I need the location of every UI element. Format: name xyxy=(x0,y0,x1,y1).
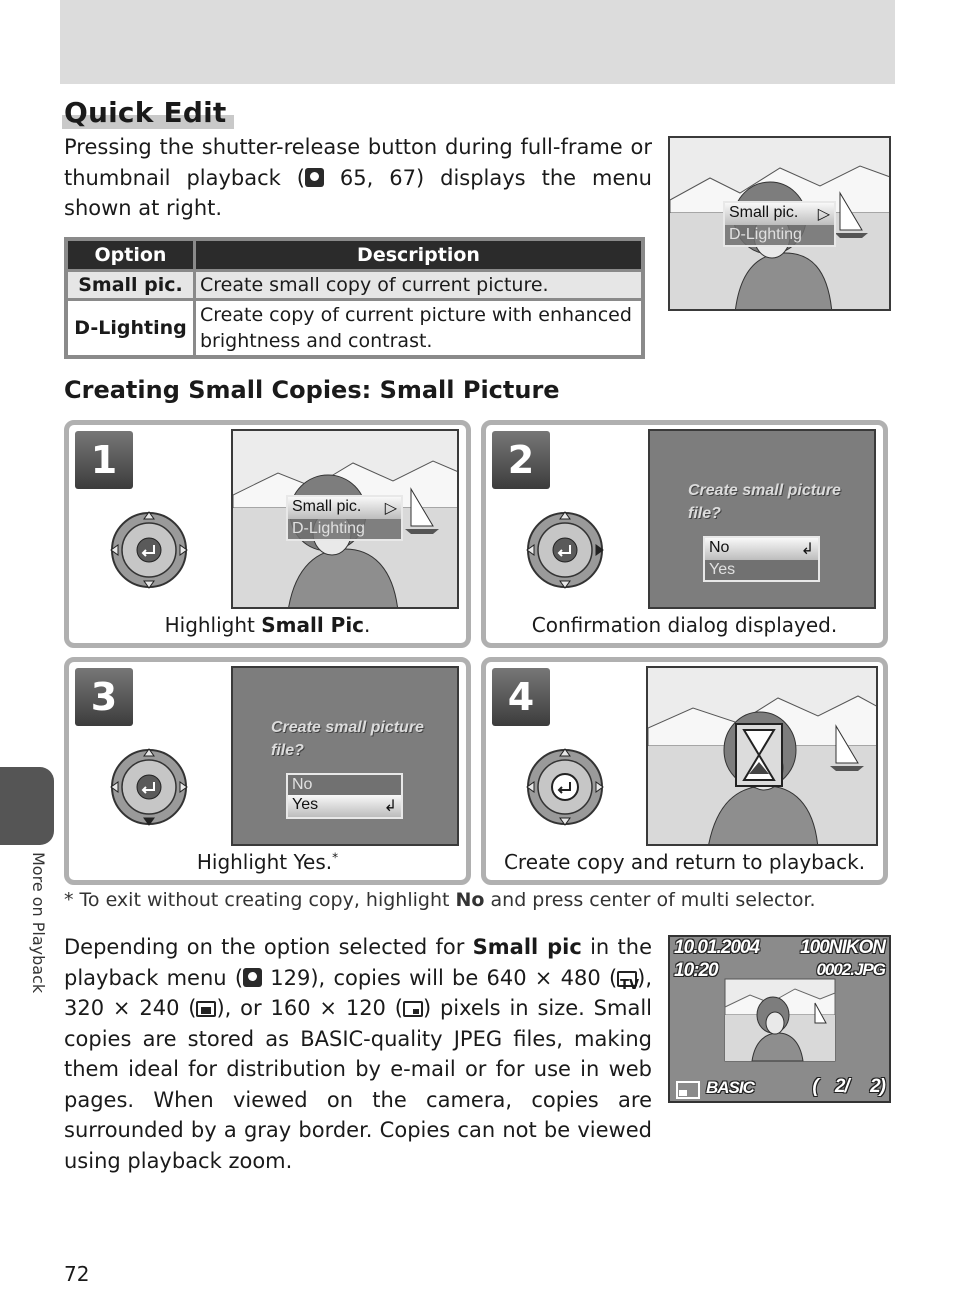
quick-edit-menu xyxy=(286,495,403,541)
step-caption: Create copy and return to playback. xyxy=(503,850,866,874)
multi-selector-icon xyxy=(526,511,604,589)
review-quality: BASIC xyxy=(706,1078,754,1097)
dialog-title-line: Create small picture xyxy=(688,482,841,499)
caption-bold: Small Pic xyxy=(261,613,365,637)
body-text: 129), copies will be 640 × 480 ( xyxy=(262,965,618,990)
body-text: in the playback menu ( xyxy=(64,935,652,990)
quick-edit-menu-screenshot xyxy=(668,136,891,311)
step-number: 2 xyxy=(492,431,550,489)
review-folder: 100NIKON xyxy=(800,937,885,958)
body-text: Depending on the option selected for xyxy=(64,935,473,959)
option-table xyxy=(64,237,645,359)
option-yes[interactable]: Yes xyxy=(709,561,736,578)
arrow-right-icon: ▷ xyxy=(817,206,830,223)
chapter-label xyxy=(18,852,52,1042)
option-no[interactable]: No xyxy=(292,776,313,793)
header-option: Option xyxy=(68,241,193,269)
review-time: 10:20 xyxy=(674,960,718,981)
row-description: Create copy of current picture with enhanced brightness and contrast. xyxy=(196,301,641,355)
enter-icon: ↲ xyxy=(383,798,397,815)
review-file: 0002.JPG xyxy=(816,960,885,979)
playback-menu-reference-icon xyxy=(243,968,262,987)
step-4-panel xyxy=(481,657,888,885)
table-row xyxy=(68,272,641,298)
quick-edit-menu xyxy=(723,201,836,247)
small-copy-playback-screenshot xyxy=(668,935,891,1103)
footnote-text: * To exit without creating copy, highlight xyxy=(64,889,456,911)
dialog-title-line: file? xyxy=(688,505,721,522)
intro-text-after: 65, 67) displays the menu shown at right. xyxy=(64,165,652,220)
step-2-screenshot xyxy=(648,429,876,609)
option-yes[interactable] xyxy=(288,795,401,817)
tv-size-icon xyxy=(617,971,640,993)
hourglass-icon xyxy=(736,724,782,786)
table-header-row xyxy=(68,241,641,269)
table-row xyxy=(68,301,641,355)
header-band xyxy=(60,0,895,84)
caption-text: Highlight xyxy=(164,613,262,637)
body-text: ), or 160 × 120 ( xyxy=(216,996,403,1020)
tv-label: TV xyxy=(620,977,640,993)
size-160-icon xyxy=(403,1001,423,1017)
step-3-panel xyxy=(64,657,471,885)
caption-footnote-mark: * xyxy=(332,850,339,865)
intro-paragraph xyxy=(64,132,652,224)
chapter-tab xyxy=(0,767,54,845)
confirm-menu xyxy=(703,536,820,582)
menu-item-small-pic[interactable] xyxy=(725,203,834,225)
chapter-label-text: More on Playback xyxy=(29,852,48,994)
multi-selector-icon xyxy=(110,748,188,826)
option-label: Yes xyxy=(292,796,319,813)
page-number: 72 xyxy=(64,1262,90,1286)
arrow-right-icon: ▷ xyxy=(384,500,397,517)
enter-icon: ↲ xyxy=(800,541,814,558)
dialog-title xyxy=(688,479,841,525)
footnote xyxy=(64,889,816,911)
menu-item-small-pic[interactable] xyxy=(288,497,401,519)
step-caption xyxy=(69,850,466,874)
playback-reference-icon xyxy=(305,168,324,187)
subsection-title: Creating Small Copies: Small Picture xyxy=(64,376,560,404)
section-title: Quick Edit xyxy=(62,96,234,129)
step-3-screenshot xyxy=(231,666,459,846)
caption-text: . xyxy=(364,613,371,637)
row-option: D-Lighting xyxy=(68,301,193,355)
body-text: ), 320 × 240 ( xyxy=(64,965,653,1020)
scene-image xyxy=(648,668,878,846)
review-counter: ( 2/ 2) xyxy=(812,1076,885,1097)
caption-text: Highlight Yes. xyxy=(196,850,333,874)
body-text: ) pixels in size. Small copies are stored as BASIC-quality JPEG files, making them ideal for distribution by e-mail or for use in web pages. When viewed on the camera, copies are surrounded by a gray border. Copies can not be viewed using playback zoom. xyxy=(64,996,652,1173)
option-no[interactable] xyxy=(705,538,818,560)
step-2-panel xyxy=(481,420,888,648)
confirm-menu xyxy=(286,773,403,819)
step-number: 4 xyxy=(492,668,550,726)
step-number: 1 xyxy=(75,431,133,489)
review-date: 10.01.2004 xyxy=(674,937,760,958)
multi-selector-icon xyxy=(110,511,188,589)
step-1-screenshot xyxy=(231,429,459,609)
step-caption xyxy=(69,613,466,637)
menu-item-d-lighting[interactable]: D-Lighting xyxy=(729,226,802,243)
menu-item-label: Small pic. xyxy=(292,498,362,515)
size-320-icon xyxy=(196,1001,216,1017)
row-description: Create small copy of current picture. xyxy=(196,272,641,298)
dialog-title xyxy=(271,716,424,762)
step-number: 3 xyxy=(75,668,133,726)
dialog-title-line: Create small picture xyxy=(271,719,424,736)
menu-item-label: Small pic. xyxy=(729,204,799,221)
footnote-bold: No xyxy=(455,889,485,911)
body-bold: Small pic xyxy=(472,935,582,959)
header-description: Description xyxy=(196,241,641,269)
step-4-screenshot xyxy=(646,666,878,846)
multi-selector-icon xyxy=(526,748,604,826)
footnote-text: and press center of multi selector. xyxy=(484,889,816,911)
body-paragraph xyxy=(64,932,652,1176)
dialog-title-line: file? xyxy=(271,742,304,759)
step-caption: Confirmation dialog displayed. xyxy=(531,613,838,637)
menu-item-d-lighting[interactable]: D-Lighting xyxy=(292,520,365,537)
intro-text-before: Pressing the shutter-release button during full-frame or thumbnail playback ( xyxy=(64,135,652,190)
option-label: No xyxy=(709,539,730,556)
step-1-panel xyxy=(64,420,471,648)
row-option: Small pic. xyxy=(68,272,193,298)
